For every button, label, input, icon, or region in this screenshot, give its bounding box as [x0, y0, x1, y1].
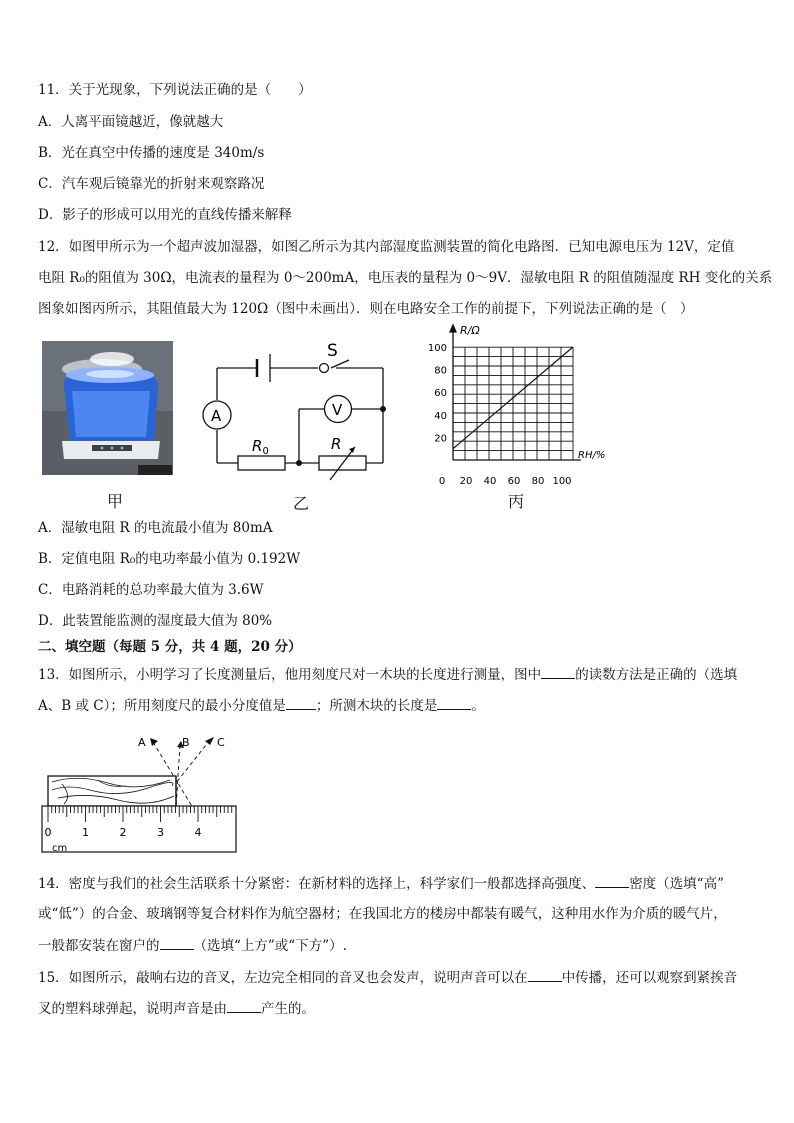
x-tick-label: 80: [531, 476, 545, 487]
figure-label-bing: 丙: [508, 492, 525, 511]
q13-blank-division[interactable]: [286, 695, 316, 710]
ruler-number: 1: [82, 826, 89, 839]
ruler-number: 4: [194, 826, 202, 839]
graph-ylabel: R/Ω: [460, 324, 480, 337]
circuit-diagram: [200, 335, 395, 495]
ruler-number: 3: [157, 826, 164, 839]
q12-option-b: B．定值电阻 R₀的电功率最小值为 0.192W: [38, 551, 301, 567]
q12-stem-line2: 电阻 R₀的阻值为 30Ω，电流表的量程为 0～200mA，电压表的量程为 0～9V．湿敏电阻 R 的阻值随湿度 RH 变化的关系: [38, 270, 773, 286]
q14-line2: 或“低”）的合金、玻璃钢等复合材料作为航空器材；在我国北方的楼房中都装有暖气，这种用水作为介质的暖气片，: [38, 906, 727, 922]
r0-label: $R_0$: [252, 437, 269, 457]
view-label-c: C: [217, 736, 225, 749]
humidifier-photo: [42, 341, 173, 475]
q11-option-c: C．汽车观后镜靠光的折射来观察路况: [38, 176, 265, 192]
q11-stem: 11．关于光现象，下列说法正确的是（ ）: [38, 82, 312, 98]
voltmeter-label: V: [332, 401, 343, 419]
x-tick-label: 100: [552, 476, 572, 487]
ruler-number: 0: [44, 826, 52, 839]
q11-option-a: A．人离平面镜越近，像就越大: [38, 114, 224, 130]
q11-option-d: D．影子的形成可以用光的直线传播来解释: [38, 207, 292, 223]
x-tick-label: 20: [459, 476, 473, 487]
q14-blank-density[interactable]: [595, 873, 629, 888]
switch-label: S: [327, 341, 338, 361]
q12-option-a: A．湿敏电阻 R 的电流最小值为 80mA: [38, 520, 273, 536]
view-label-b: B: [182, 736, 190, 749]
q11-option-b: B．光在真空中传播的速度是 340m/s: [38, 145, 265, 161]
q15-blank-source[interactable]: [227, 998, 261, 1013]
y-axis-arrow: [450, 325, 456, 332]
q15-line1: 15．如图所示，敲响右边的音叉，左边完全相同的音叉也会发声，说明声音可以在 中传播，还可以观察到紧挨音: [38, 967, 737, 988]
figure-label-jia: 甲: [107, 492, 124, 511]
y-tick-label: 80: [434, 365, 447, 377]
section-heading: 二、填空题（每题 5 分，共 4 题，20 分）: [38, 639, 302, 655]
view-label-a: A: [138, 736, 146, 749]
q12-stem-line3: 图象如图丙所示，其阻值最大为 120Ω（图中未画出）．则在电路安全工作的前提下，下列说法正确的是（ ）: [38, 301, 694, 317]
y-tick-label: 60: [434, 388, 447, 400]
x-tick-label: 60: [507, 476, 521, 487]
y-tick-label: 40: [434, 410, 447, 422]
q13-line1: 13．如图所示，小明学习了长度测量后，他用刻度尺对一木块的长度进行测量，图中 的读数方法是正确的（选填: [38, 664, 737, 685]
r-label: R: [331, 435, 342, 453]
graph-xlabel: RH/%: [578, 450, 606, 461]
q12-option-c: C．电路消耗的总功率最大值为 3.6W: [38, 582, 264, 598]
ruler-unit: cm: [52, 843, 68, 854]
figure-label-yi: 乙: [293, 494, 310, 513]
y-tick-label: 20: [434, 433, 447, 445]
x-tick-label: 40: [483, 476, 497, 487]
q15-blank-medium[interactable]: [528, 967, 562, 982]
q15-line2: 叉的塑料球弹起，说明声音是由 产生的。: [38, 998, 315, 1019]
q13-blank-method[interactable]: [541, 664, 575, 679]
q14-line1: 14．密度与我们的社会生活联系十分紧密：在新材料的选择上，科学家们一般都选择高强度、 密度（选填“高”: [38, 873, 724, 894]
q12-option-d: D．此装置能监测的湿度最大值为 80%: [38, 613, 273, 629]
q14-blank-position[interactable]: [160, 935, 194, 950]
q12-stem-line1: 12．如图甲所示为一个超声波加湿器，如图乙所示为其内部湿度监测装置的简化电路图．已知电源电压为 12V，定值: [38, 239, 735, 255]
q13-blank-length[interactable]: [437, 695, 471, 710]
ruler-number: 2: [119, 826, 127, 839]
resistance-humidity-graph: [420, 320, 620, 492]
y-tick-label: 100: [427, 343, 447, 354]
q14-line3: 一般都安装在窗户的 （选填“上方”或“下方”）.: [38, 935, 347, 956]
x-tick-label: 0: [438, 476, 446, 487]
ammeter-label: A: [211, 407, 222, 425]
ruler-figure: [38, 728, 243, 860]
q13-line2: A、B 或 C）；所用刻度尺的最小分度值是 ；所测木块的长度是 。: [38, 695, 485, 716]
